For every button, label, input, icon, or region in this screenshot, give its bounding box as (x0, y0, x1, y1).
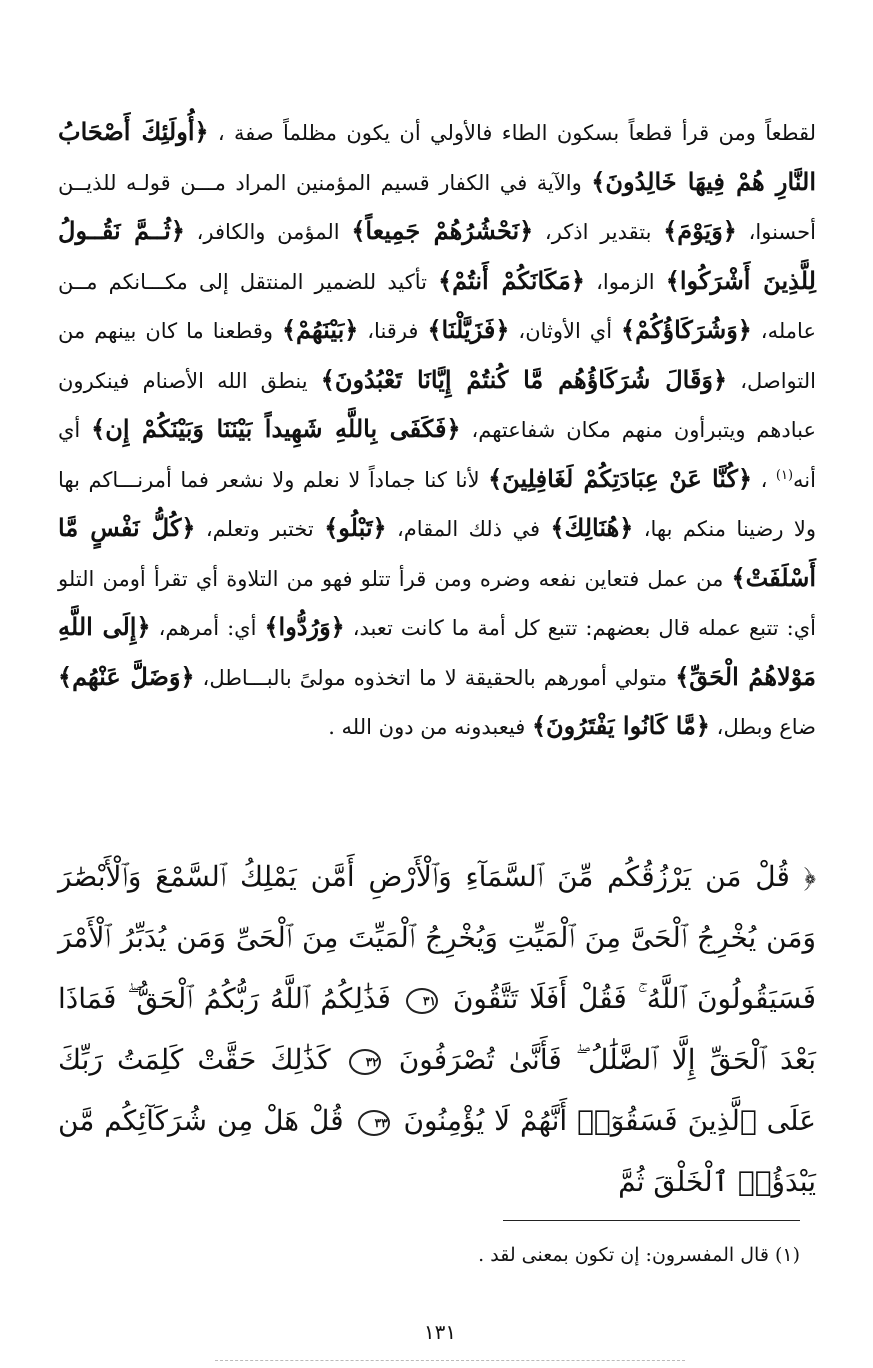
footnote-reference: (١) (775, 467, 794, 483)
page-number: ١٣١ (423, 1320, 457, 1344)
commentary-text: لقطعاً ومن قرأ قطعاً بسكون الطاء فالأولي أن يكون مظلماً صفة ، (217, 121, 816, 145)
verse-text: كَذَٰلِكَ حَقَّتْ كَلِمَتُ رَبِّكَ عَلَى ٱلَّذِينَ فَسَقُوٓا۟ أَنَّهُمْ لَا يُؤْمِنُونَ (58, 1043, 816, 1137)
quran-quote: ﴿فَكَفَى بِاللَّهِ شَهِيداً بَيْنَنَا وَبَيْنَكُمْ إِن﴾ (91, 414, 461, 443)
commentary-text: فيعبدونه من دون الله . (328, 715, 526, 739)
commentary-text: متولي أمورهم بالحقيقة لا ما اتخذوه مولىً بالبـــاطل، (194, 665, 668, 690)
commentary-text: تختبر وتعلم، (195, 517, 314, 541)
commentary-block (58, 108, 816, 752)
quran-quote: ﴿هُنَالِكَ﴾ (550, 513, 634, 542)
commentary-text: أي الأوثان، (509, 319, 613, 343)
quran-quote: ﴿نَحْشُرُهُمْ جَمِيعاً﴾ (351, 216, 534, 245)
quran-quote: ﴿تَبْلُو﴾ (324, 513, 387, 542)
commentary-text: أي أنه (58, 418, 816, 492)
quran-quote: ﴿وَشُرَكَاؤُكُمْ﴾ (621, 315, 752, 344)
commentary-text: فرقنا، (358, 319, 419, 343)
quran-verses-block (58, 846, 816, 1212)
quran-quote: ﴿وَقَالَ شُرَكَاؤُهُم مَّا كُنتُمْ إِيَّانَا تَعْبُدُونَ﴾ (320, 364, 728, 394)
quran-quote: ﴿وَرُدُّوا﴾ (264, 612, 345, 641)
verse-text: ﴿ قُلْ مَن يَرْزُقُكُم مِّنَ ٱلسَّمَآءِ وَٱلْأَرْضِ أَمَّن يَمْلِكُ ٱلسَّمْعَ وَٱلْأَبْصَٰرَ وَمَن يُخْرِجُ ٱلْحَىَّ مِنَ ٱلْمَيِّتِ وَيُخْرِجُ ٱلْمَيِّتَ مِنَ ٱلْحَىِّ وَمَن يُدَبِّرُ ٱلْأَمْرَ فَسَيَقُولُونَ ٱللَّهُ ۚ فَقُلْ أَفَلَا تَتَّقُونَ (58, 860, 816, 1015)
quran-quote: ﴿وَضَلَّ عَنْهُم﴾ (58, 661, 195, 691)
commentary-text: وقطعنا ما كان بينهم من التواصل، (58, 319, 816, 393)
commentary-text: الزموا، (584, 269, 655, 294)
bottom-scan-line (215, 1360, 685, 1361)
verse-number-marker: ٣٢ (349, 1049, 381, 1075)
verse-number-marker: ٣١ (406, 988, 438, 1014)
commentary-text: من عمل فتعاين نفعه وضره ومن قرأ تتلو فهو من التلاوة أي تقرأ أومن التلو أي: تتبع عمله قال بعضهم: تتبع كل أمة ما كانت تعبد، (58, 566, 817, 640)
footnote: (١) قال المفسرون: إن تكون بمعنى لقد . (478, 1244, 800, 1266)
commentary-text: أي: أمرهم، (150, 616, 257, 640)
quran-quote: ﴿ثُــمَّ نَقُــولُ لِلَّذِينَ أَشْرَكُوا﴾ (58, 216, 816, 295)
commentary-text: لأنا كنا جماداً لا نعلم ولا نشعر فما أمرنـــاكم بها ولا رضينا منكم بها، (58, 467, 816, 541)
commentary-text: ، (752, 467, 768, 492)
commentary-text: ينطق الله الأصنام فينكرون عبادهم ويتبرأون منهم مكان شفاعتهم، (58, 368, 816, 442)
quran-quote: ﴿وَيَوْمَ﴾ (663, 216, 737, 245)
commentary-text: بتقدير اذكر، (533, 220, 652, 244)
quran-quote: ﴿إِلَى اللَّهِ مَوْلاهُمُ الْحَقِّ﴾ (58, 612, 816, 691)
quran-quote: ﴿كُلُّ نَفْسٍ مَّا أَسْلَفَتْ﴾ (58, 513, 816, 592)
commentary-paragraph (58, 108, 816, 752)
quran-quote: ﴿كُنَّا عَنْ عِبَادَتِكُمْ لَغَافِلِينَ﴾ (488, 463, 753, 493)
quran-quote: ﴿بَيْنَهُمْ﴾ (281, 315, 359, 344)
quran-quote: ﴿أُولَئِكَ أَصْحَابُ النَّارِ هُمْ فِيهَا خَالِدُونَ﴾ (58, 117, 816, 196)
verse-text: فَذَٰلِكُمُ ٱللَّهُ رَبُّكُمُ ٱلْحَقُّ ۖ فَمَاذَا بَعْدَ ٱلْحَقِّ إِلَّا ٱلضَّلَٰلُ ۖ فَأَنَّىٰ تُصْرَفُونَ (58, 982, 816, 1076)
quran-quote: ﴿فَزَيَّلْنَا﴾ (427, 315, 510, 344)
commentary-text: تأكيد للضمير المنتقل إلى مكـــانكم مــن عامله، (58, 269, 816, 343)
footnote-separator (503, 1220, 800, 1221)
verse-text: قُلْ هَلْ مِن شُرَكَآئِكُم مَّن يَبْدَؤُا۟ ٱلْخَلْقَ ثُمَّ (58, 1104, 816, 1198)
commentary-text: ضاع وبطل، (709, 715, 816, 739)
commentary-text: في ذلك المقام، (386, 517, 541, 541)
verse-number-marker: ٣٣ (358, 1110, 390, 1136)
commentary-text: والآية في الكفار قسيم المؤمنين المراد مـــن قولـه للذيــن أحسنوا، (58, 170, 816, 244)
quran-quote: ﴿مَكَانَكُمْ أَنتُمْ﴾ (438, 265, 585, 295)
commentary-text: المؤمن والكافر، (184, 220, 340, 244)
verses-paragraph (58, 846, 816, 1212)
quran-quote: ﴿مَّا كَانُوا يَفْتَرُونَ﴾ (531, 711, 710, 740)
